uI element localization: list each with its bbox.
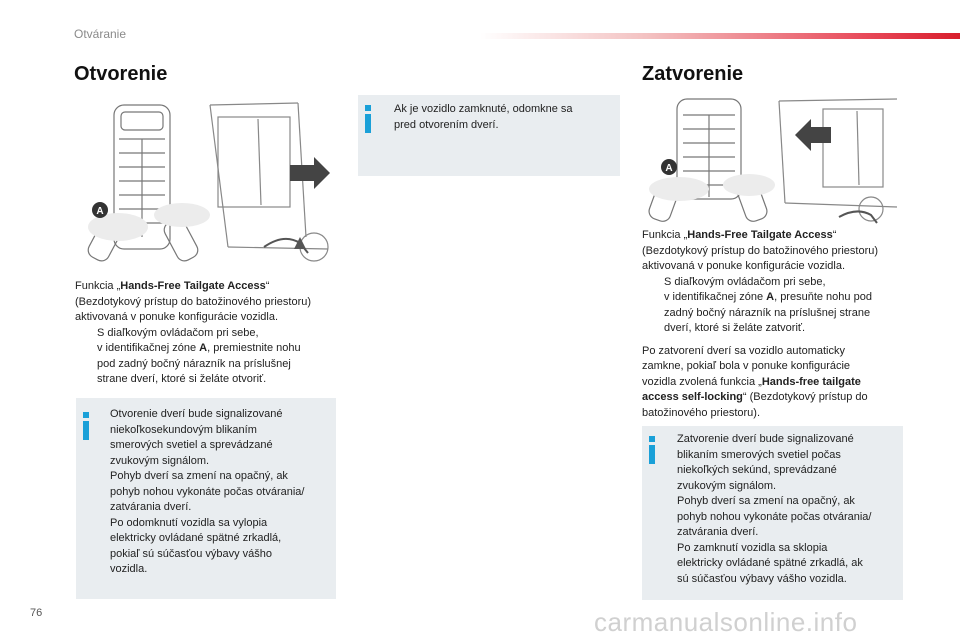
closing-title: Zatvorenie [642,63,744,85]
opening-info-note: Otvorenie dverí bude signalizované niekoľkosekundovým blikaním smerových svetiel a sprevádzané zvukovým signálom. Pohyb dverí sa zmení na opačný, ak pohyb nohou vykonáte počas otvárania/ zatvárania dverí. Po odomknutí vozidla sa vylopia elektricky ovládané spätné zrkadlá, pokiaľ sú súčasťou výbavy vášho vozidla. [76,398,336,599]
opening-instructions [75,279,340,388]
page-number: 76 [30,607,43,619]
feature-name: Hands-Free Tailgate Access [687,229,833,241]
closing-info-note: Zatvorenie dverí bude signalizované blikaním smerových svetiel počas niekoľkých sekúnd, sprevádzané zvukovým signálom. Pohyb dverí sa zmení na opačný, ak pohyb nohou vykonáte počas otvárania/ zatvárania dverí. Po zamknutí vozidla sa sklopia elektricky ovládané spätné zrkadlá, ak sú súčasťou výbavy vášho vozidla. [642,426,903,600]
auto-lock-paragraph: Po zatvorení dverí sa vozidlo automaticky zamkne, pokiaľ bola v ponuke konfigurácie vozidla zvolená funkcia „Hands-free tailgate access self-locking“ (Bezdotykový prístup do batožinového priestoru). [642,344,868,419]
closing-intro: Funkcia „Hands-Free Tailgate Access“ [642,229,837,241]
zone-a-marker: A [96,206,104,217]
zone-a-marker: A [665,163,673,174]
locked-info-note: Ak je vozidlo zamknuté, odomkne sa pred otvorením dverí. [358,95,620,176]
closing-illustration [645,97,903,225]
info-icon [364,105,372,133]
feature-name: Hands-Free Tailgate Access [120,280,266,292]
opening-intro-line3: aktivovaná v ponuke konfigurácie vozidla. [75,311,279,323]
closing-intro-line2: (Bezdotykový prístup do batožinového priestoru) [642,244,879,257]
opening-step: S diaľkovým ovládačom pri sebe, v identifikačnej zóne A, premiestnite nohu pod zadný bočný nárazník na príslušnej strane dverí, ktoré si želáte otvoriť. [97,326,301,385]
info-icon [648,436,656,464]
opening-illustration [78,97,336,265]
closing-step: S diaľkovým ovládačom pri sebe, v identifikačnej zóne A, presuňte nohu pod zadný bočný nárazník na príslušnej strane dverí, ktoré si želáte zatvoriť. [664,275,872,334]
opening-title: Otvorenie [74,63,168,85]
opening-intro: Funkcia „Hands-Free Tailgate Access“ [75,280,270,292]
closing-instructions [642,228,912,421]
closing-intro-line3: aktivovaná v ponuke konfigurácie vozidla. [642,260,846,272]
header-accent-line [480,33,960,39]
opening-intro-line2: (Bezdotykový prístup do batožinového priestoru) [75,295,312,308]
info-icon [82,412,90,440]
watermark: carmanualsonline.info [594,607,858,637]
section-header: Otváranie [74,27,127,41]
